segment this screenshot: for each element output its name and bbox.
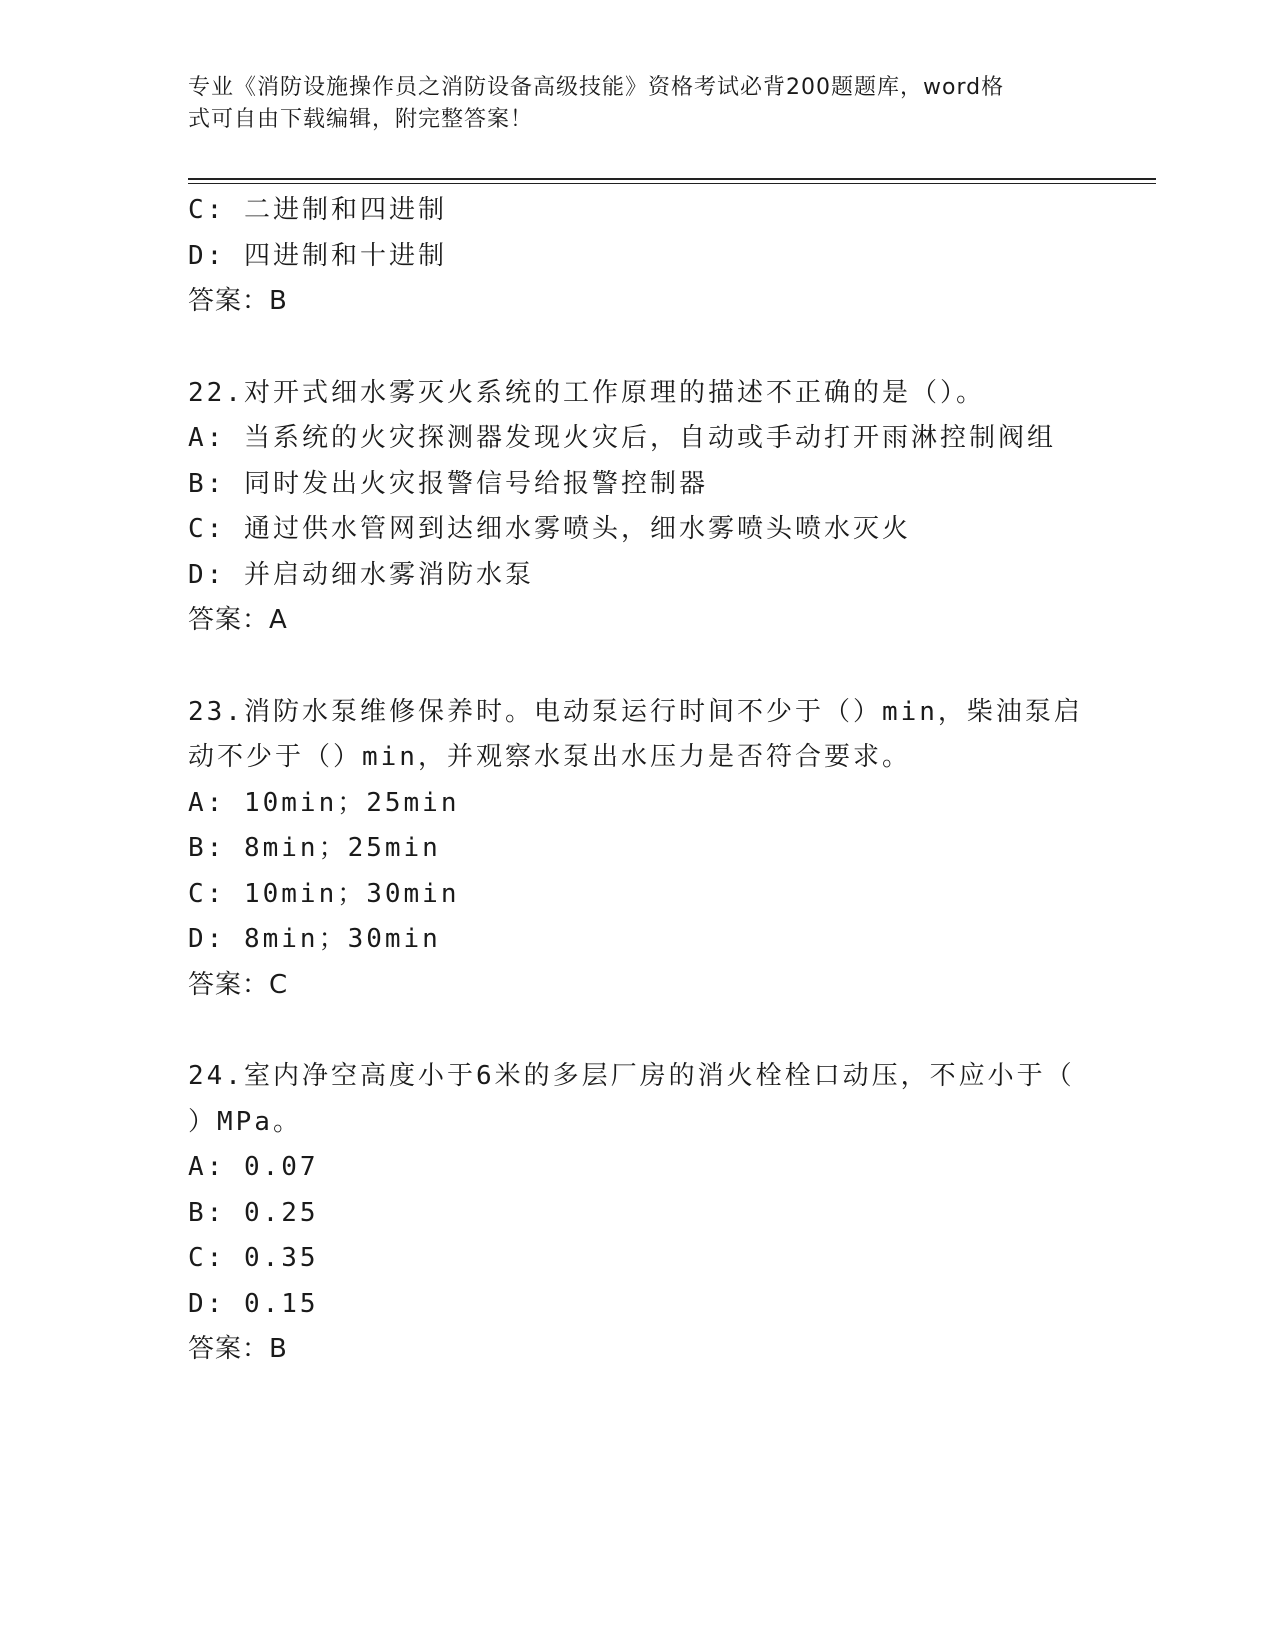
option-c: C: 10min；30min <box>188 878 460 909</box>
question-list <box>188 188 1088 1373</box>
header-line-2: 式可自由下载编辑，附完整答案！ <box>188 107 534 132</box>
question-text-cont: 动不少于（）min，并观察水泵出水压力是否符合要求。 <box>188 742 911 772</box>
option-c: C: 二进制和四进制 <box>188 195 447 225</box>
question-23 <box>188 690 1088 1009</box>
option-d: D: 0.15 <box>188 1288 319 1319</box>
header-divider <box>188 178 1156 184</box>
question-text: 23.消防水泵维修保养时。电动泵运行时间不少于（）min，柴油泵启 <box>188 696 1083 727</box>
option-d: D: 8min；30min <box>188 924 441 954</box>
option-d: D: 并启动细水雾消防水泵 <box>188 559 534 590</box>
option-a: A: 0.07 <box>188 1152 319 1182</box>
answer-line: 答案：B <box>188 286 288 316</box>
document-header <box>188 72 1088 136</box>
option-d: D: 四进制和十进制 <box>188 240 447 271</box>
answer-line: 答案：B <box>188 1334 288 1364</box>
option-b: B: 0.25 <box>188 1197 319 1228</box>
question-text-cont: ）MPa。 <box>188 1106 302 1137</box>
option-b: B: 8min；25min <box>188 833 441 863</box>
question-text: 22.对开式细水雾灭火系统的工作原理的描述不正确的是（）。 <box>188 377 985 408</box>
option-a: A: 10min；25min <box>188 787 460 818</box>
question-22 <box>188 371 1088 644</box>
option-b: B: 同时发出火灾报警信号给报警控制器 <box>188 468 708 499</box>
option-a: A: 当系统的火灾探测器发现火灾后，自动或手动打开雨淋控制阀组 <box>188 423 1056 453</box>
prev-question-tail <box>188 188 1088 325</box>
option-c: C: 0.35 <box>188 1243 319 1273</box>
answer-line: 答案：C <box>188 969 289 1000</box>
question-24 <box>188 1054 1088 1373</box>
header-line-1: 专业《消防设施操作员之消防设备高级技能》资格考试必背200题题库，word格 <box>188 75 1005 100</box>
option-c: C: 通过供水管网到达细水雾喷头，细水雾喷头喷水灭火 <box>188 514 911 544</box>
question-text: 24.室内净空高度小于6米的多层厂房的消火栓栓口动压，不应小于（ <box>188 1061 1075 1091</box>
answer-line: 答案：A <box>188 605 288 635</box>
